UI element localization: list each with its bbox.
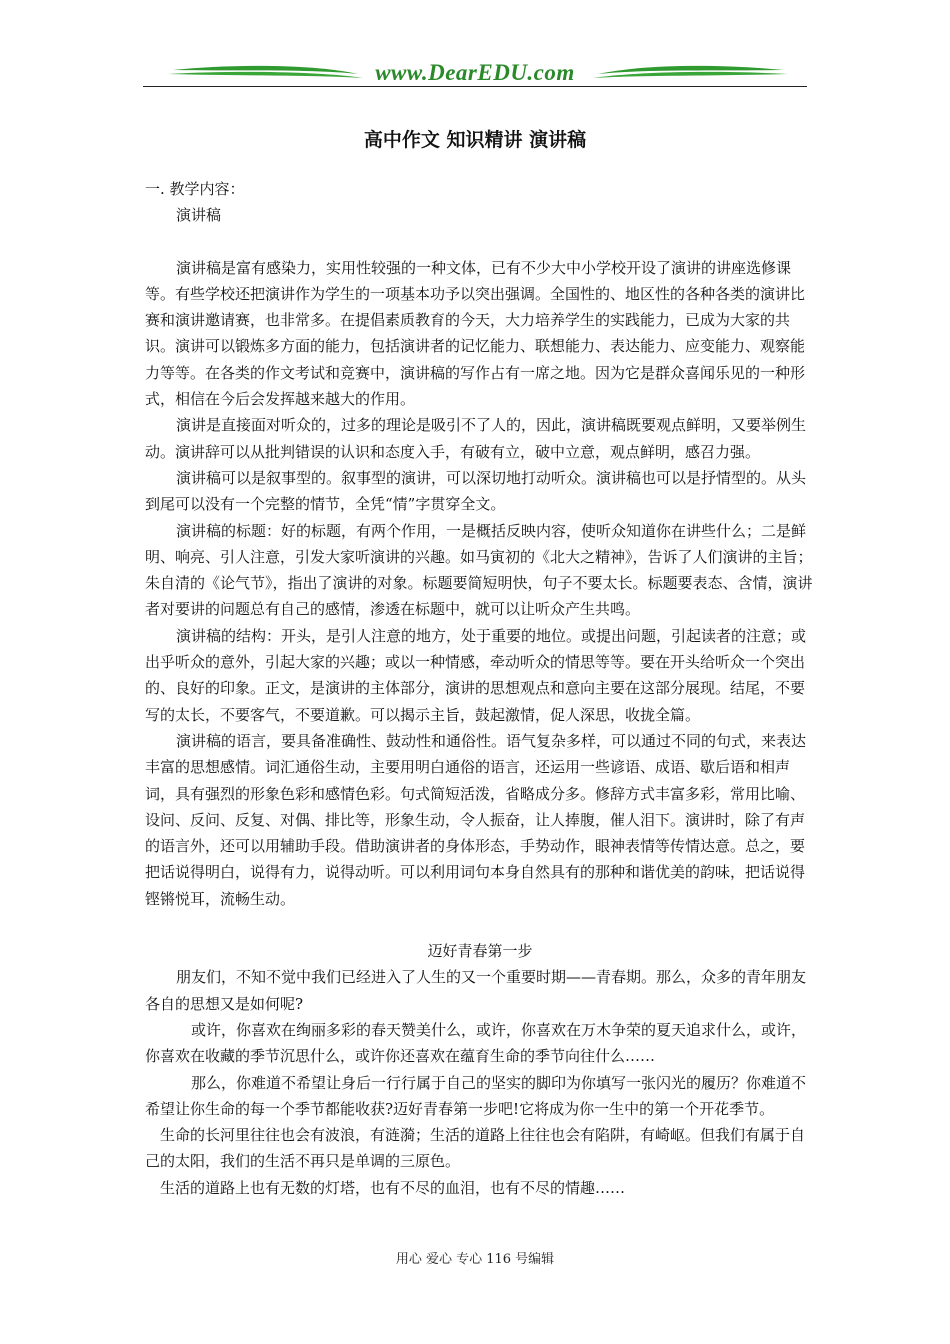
paragraph: 演讲稿的结构：开头，是引人注意的地方，处于重要的地位。或提出问题，引起读者的注意；或出乎听众的意外，引起大家的兴趣；或以一种情感，牵动听众的情思等等。要在开头给听众一个突出的、良好的印象。正文，是演讲的主体部分，演讲的思想观点和意向主要在这部分展现。结尾，不要写的太长，不要客气，不要道歉。可以揭示主旨，鼓起激情，促人深思，收拢全篇。 (145, 626, 807, 724)
page-title: 高中作文 知识精讲 演讲稿 (363, 129, 587, 151)
header-rule (143, 86, 807, 87)
essay-paragraph: 朋友们，不知不觉中我们已经进入了人生的又一个重要时期——青春期。那么，众多的青年朋友各自的思想又是如何呢? (145, 968, 807, 1013)
essay-paragraph: 生命的长河里往往也会有波浪，有涟漪；生活的道路上往往也会有陷阱，有崎岖。但我们有属于自己的太阳，我们的生活不再只是单调的三原色。 (145, 1126, 806, 1171)
essay-paragraph: 或许，你喜欢在绚丽多彩的春天赞美什么，或许，你喜欢在万木争荣的夏天追求什么，或许，你喜欢在收藏的季节沉思什么，或许你还喜欢在蕴育生命的季节向往什么…… (145, 1020, 807, 1066)
document-body (145, 176, 815, 1201)
section-topic: 演讲稿 (176, 206, 222, 225)
section-heading: 一. 教学内容： (145, 180, 245, 198)
page-footer: 用心 爱心 专心 116 号编辑 (395, 1252, 555, 1267)
paragraph: 演讲稿可以是叙事型的。叙事型的演讲，可以深切地打动听众。演讲稿也可以是抒情型的。从头到尾可以没有一个完整的情节，全凭“情”字贯穿全文。 (145, 468, 807, 514)
paragraph: 演讲稿的语言，要具备准确性、鼓动性和通俗性。语气复杂多样，可以通过不同的句式，来表达丰富的思想感情。词汇通俗生动，主要用明白通俗的语言，还运用一些谚语、成语、歇后语和相声词，具有强烈的形象色彩和感情色彩。句式简短活泼，省略成分多。修辞方式丰富多彩，常用比喻、设问、反问、反复、对偶、排比等，形象生动，令人振奋，让人捧腹，催人泪下。演讲时，除了有声的语言外，还可以用辅助手段。借助演讲者的身体形态，手势动作，眼神表情等传情达意。总之，要把话说得明白，说得有力，说得动听。可以利用词句本身自然具有的那种和谐优美的韵味，把话说得铿锵悦耳，流畅生动。 (145, 731, 807, 908)
site-logo-text: www.DearEDU.com (375, 60, 575, 85)
paragraph: 演讲是直接面对听众的，过多的理论是吸引不了人的，因此，演讲稿既要观点鲜明，又要举例生动。演讲辞可以从批判错误的认识和态度入手，有破有立，破中立意，观点鲜明，感召力强。 (145, 416, 807, 461)
essay-title: 迈好青春第一步 (427, 942, 533, 961)
essay-paragraph: 生活的道路上也有无数的灯塔，也有不尽的血泪，也有不尽的情趣…… (160, 1178, 626, 1197)
paragraph: 演讲稿是富有感染力，实用性较强的一种文体，已有不少大中小学校开设了演讲的讲座选修课等。有些学校还把演讲作为学生的一项基本功予以突出强调。全国性的、地区性的各种各类的演讲比赛和演讲邀请赛，也非常多。在提倡素质教育的今天，大力培养学生的实践能力，已成为大家的共识。演讲可以锻炼多方面的能力，包括演讲者的记忆能力、联想能力、表达能力、应变能力、观察能力等等。在各类的作文考试和竞赛中，演讲稿的写作占有一席之地。因为它是群众喜闻乐见的一种形式，相信在今后会发挥越来越大的作用。 (145, 258, 806, 409)
essay-paragraph: 那么，你难道不希望让身后一行行属于自己的坚实的脚印为你填写一张闪光的履历？你难道不希望让你生命的每一个季节都能收获?迈好青春第一步吧!它将成为你一生中的第一个开花季节。 (145, 1073, 807, 1118)
paragraph: 演讲稿的标题：好的标题，有两个作用，一是概括反映内容，使听众知道你在讲些什么；二是鲜明、响亮、引人注意，引发大家听演讲的兴趣。如马寅初的《北大之精神》，告诉了人们演讲的主旨；朱自清的《论气节》，指出了演讲的对象。标题要简短明快，句子不要太长。标题要表态、含情，演讲者对要讲的问题总有自己的感情，渗透在标题中，就可以让听众产生共鸣。 (145, 521, 813, 619)
